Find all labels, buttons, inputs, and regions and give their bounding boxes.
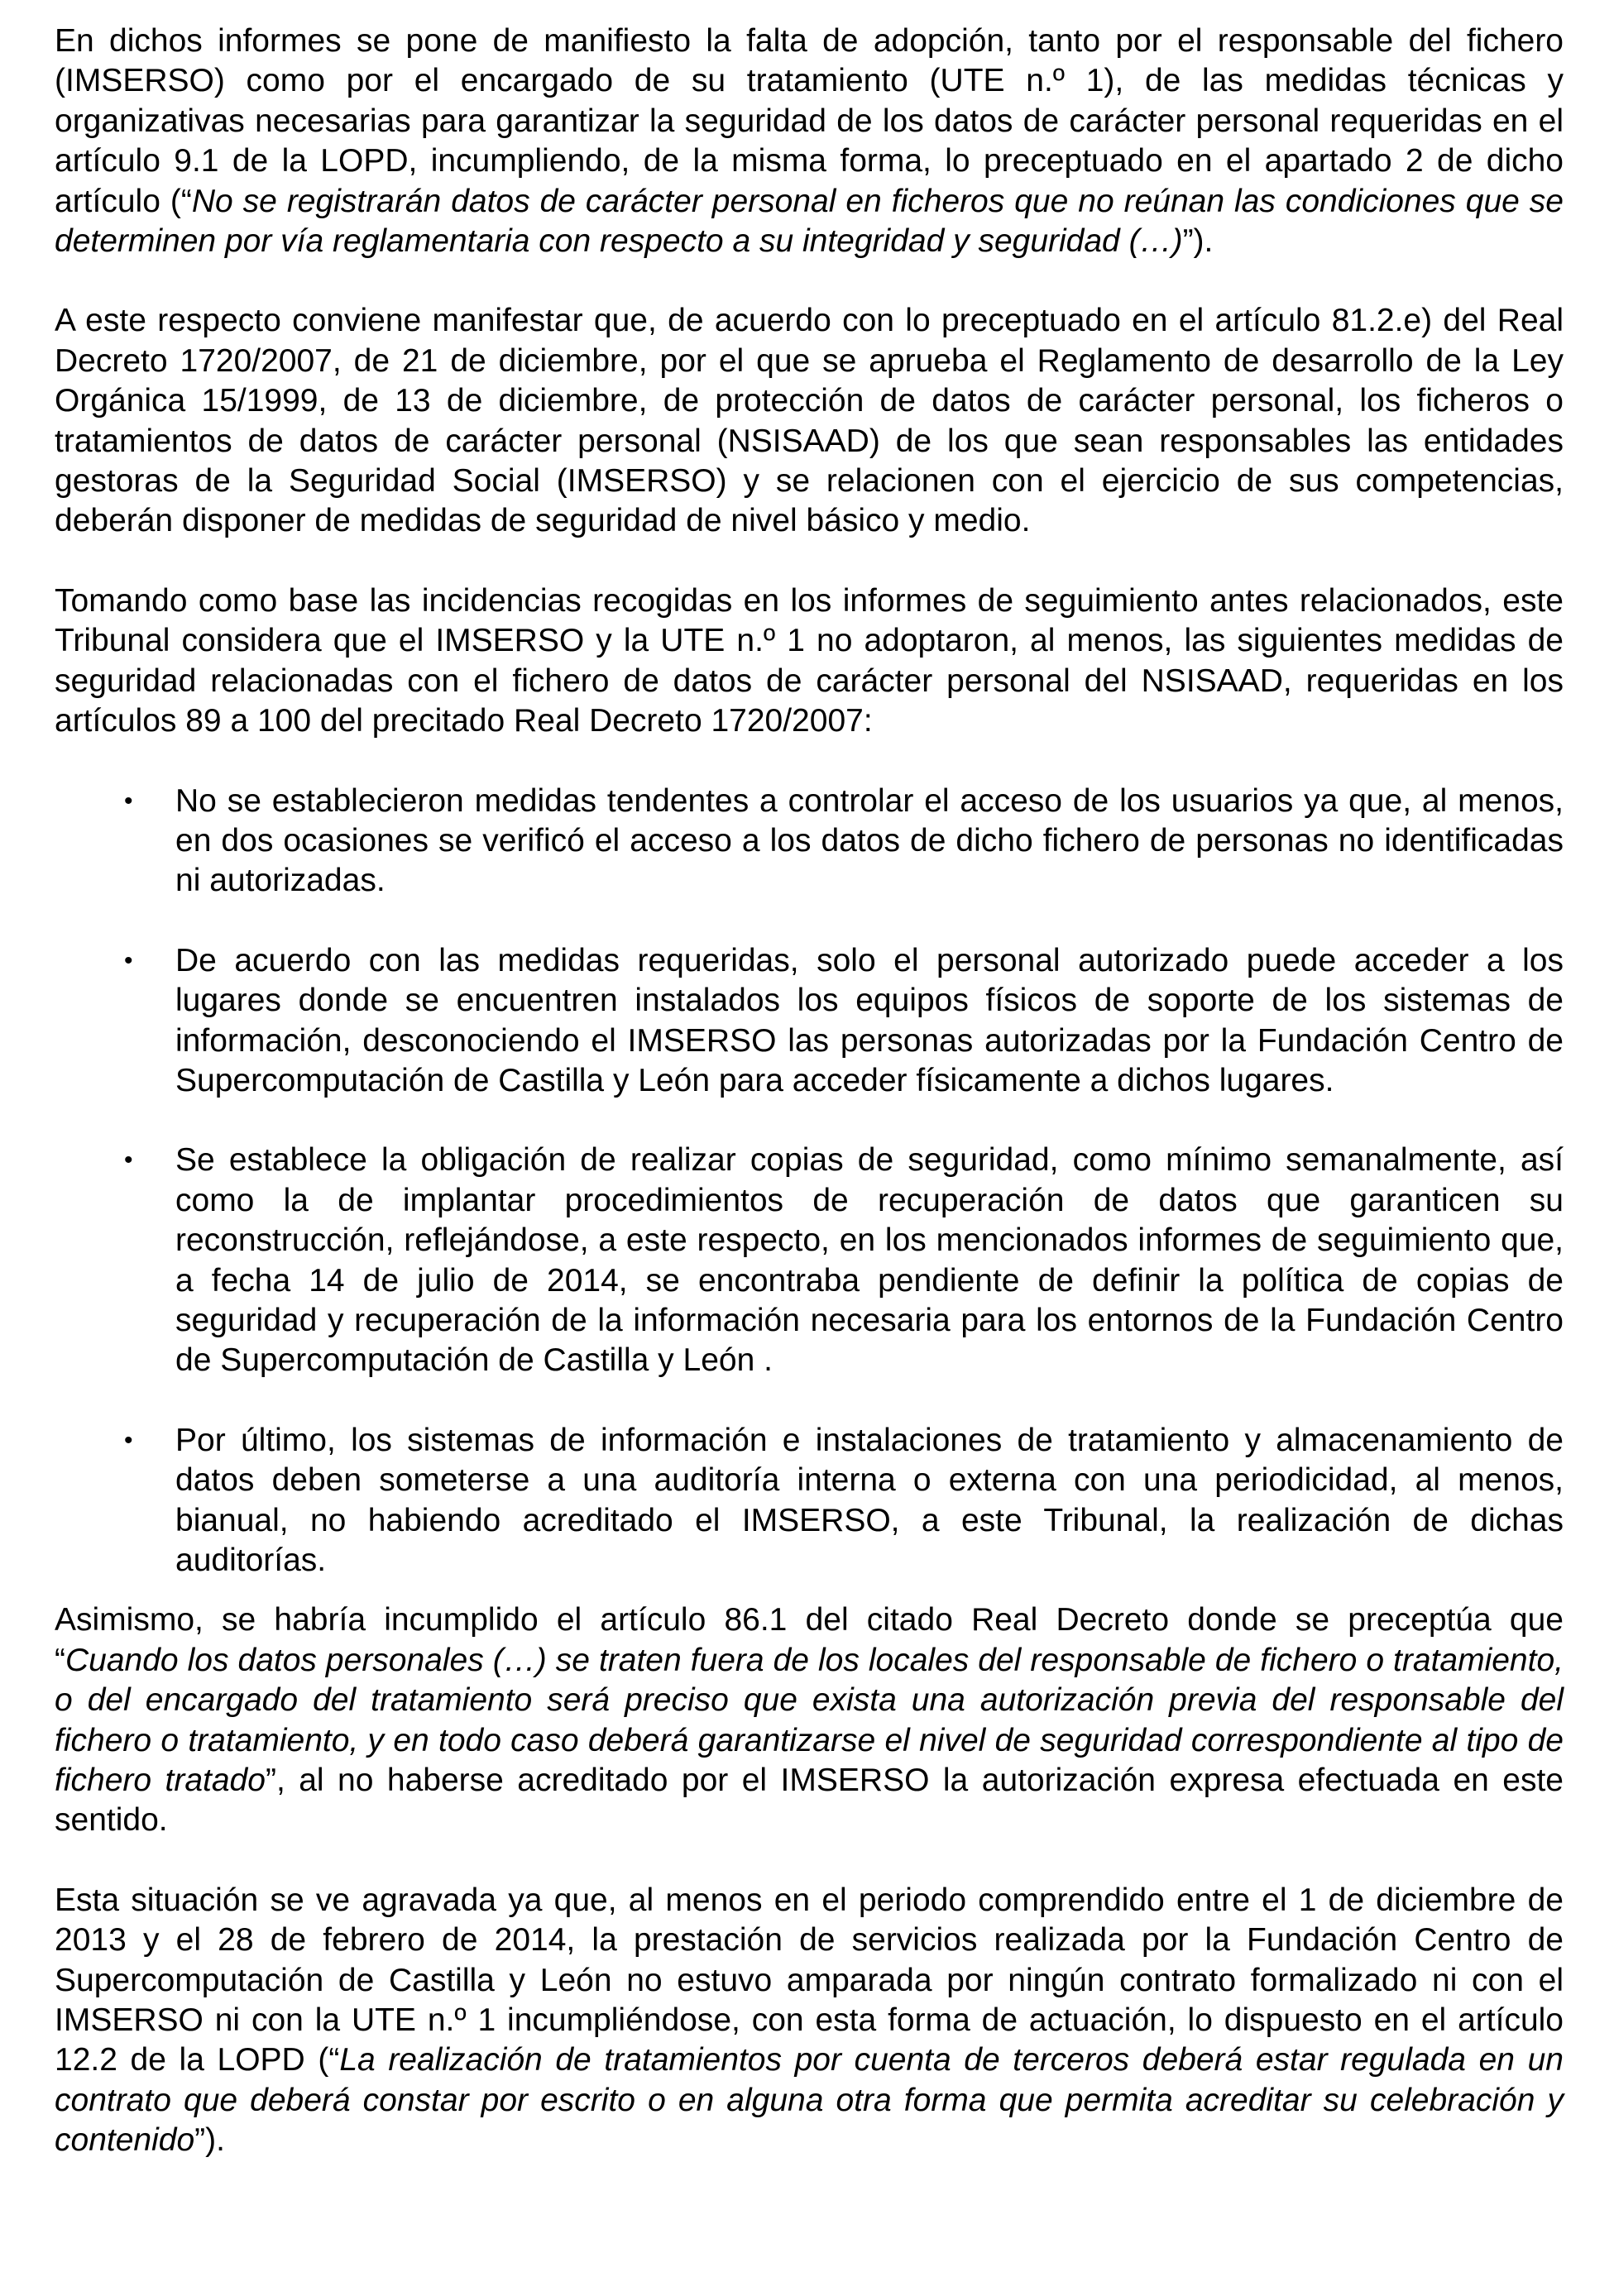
paragraph-situacion-agravada: [55, 1881, 1564, 2161]
list-item: [55, 782, 1564, 902]
paragraph-tribunal: Tomando como base las incidencias recogidas en los informes de seguimiento antes relacionados, este Tribunal considera que el IMSERSO y la UTE n.º 1 no adoptaron, al menos, las siguientes medidas de seguridad relacionadas con el fichero de datos de carácter personal del NSISAAD, requeridas en los artículos 89 a 100 del precitado Real Decreto 1720/2007:: [55, 582, 1564, 739]
list-item: [55, 1141, 1564, 1380]
paragraph-text: Esta situación se ve agravada ya que, al menos en el periodo comprendido entre el 1 de diciembre de 2013 y el 28 de febrero de 2014, la prestación de servicios realizada por la Fundación Centro de Supercomputación de Castilla y León no estuvo amparada por ningún contrato formalizado ni con el IMSERSO ni con la UTE n.º 1 incumpliéndose, con esta forma de actuación, lo dispuesto en el artículo 12.2 de la LOPD (“: [55, 1882, 1564, 2078]
quoted-text: Cuando los datos personales (…) se traten fuera de los locales del responsable de fichero o tratamiento, o del encargado del tratamiento será preciso que exista una autorización previa del responsable del fichero o tratamiento, y en todo caso deberá garantizarse el nivel de seguridad correspondiente al tipo de fichero tratado: [55, 1642, 1564, 1799]
list-item-text: De acuerdo con las medidas requeridas, solo el personal autorizado puede acceder a los lugares donde se encuentren instalados los equipos físicos de soporte de los sistemas de información, desconociendo el IMSERSO las personas autorizadas por la Fundación Centro de Supercomputación de Castilla y León para acceder físicamente a dichos lugares.: [175, 942, 1564, 1098]
quoted-text: No se registrarán datos de carácter personal en ficheros que no reúnan las condiciones que se determinen por vía reglamentaria con respecto a su integridad y seguridad (…): [55, 183, 1564, 260]
quoted-text: La realización de tratamientos por cuenta de terceros deberá estar regulada en un contrato que deberá constar por escrito o en alguna otra forma que permita acreditar su celebración y contenido: [55, 2042, 1564, 2159]
bullet-icon: •: [124, 1426, 133, 1454]
paragraph-informes: [55, 22, 1564, 261]
list-item: [55, 1421, 1564, 1581]
paragraph-articulo-86: [55, 1600, 1564, 1840]
paragraph-text: ”, al no haberse acreditado por el IMSERSO la autorización expresa efectuada en este sentido.: [55, 1763, 1564, 1839]
bullet-icon: •: [124, 787, 133, 815]
document-page: [55, 22, 1564, 2201]
paragraph-text: ”).: [194, 2122, 225, 2159]
bullet-list: [55, 782, 1564, 1581]
list-item-text: No se establecieron medidas tendentes a controlar el acceso de los usuarios ya que, al menos, en dos ocasiones se verificó el acceso a los datos de dicho fichero de personas no identificadas ni autorizadas.: [175, 782, 1564, 899]
paragraph-text: Asimismo, se habría incumplido el artículo 86.1 del citado Real Decreto donde se preceptúa que “: [55, 1602, 1564, 1678]
paragraph-text: En dichos informes se pone de manifiesto la falta de adopción, tanto por el responsable del fichero (IMSERSO) como por el encargado de su tratamiento (UTE n.º 1), de las medidas técnicas y organizativas necesarias para garantizar la seguridad de los datos de carácter personal requeridas en el artículo 9.1 de la LOPD, incumpliendo, de la misma forma, lo preceptuado en el apartado 2 de dicho artículo (“: [55, 23, 1564, 219]
list-item: [55, 941, 1564, 1102]
list-item-text: Se establece la obligación de realizar copias de seguridad, como mínimo semanalmente, así como la de implantar procedimientos de recuperación de datos que garanticen su reconstrucción, reflejándose, a este respecto, en los mencionados informes de seguimiento que, a fecha 14 de julio de 2014, se encontraba pendiente de definir la política de copias de seguridad y recuperación de la información necesaria para los entornos de la Fundación Centro de Supercomputación de Castilla y León .: [175, 1142, 1564, 1379]
list-item-text: Por último, los sistemas de información e instalaciones de tratamiento y almacenamiento de datos deben someterse a una auditoría interna o externa con una periodicidad, al menos, bianual, no habiendo acreditado el IMSERSO, a este Tribunal, la realización de dichas auditorías.: [175, 1422, 1564, 1578]
paragraph-text: ”).: [1182, 223, 1214, 260]
paragraph-real-decreto: A este respecto conviene manifestar que, de acuerdo con lo preceptuado en el artículo 81.2.e) del Real Decreto 1720/2007, de 21 de diciembre, por el que se aprueba el Reglamento de desarrollo de la Ley Orgánica 15/1999, de 13 de diciembre, de protección de datos de carácter personal, los ficheros o tratamientos de datos de carácter personal (NSISAAD) de los que sean responsables las entidades gestoras de la Seguridad Social (IMSERSO) y se relacionen con el ejercicio de sus competencias, deberán disponer de medidas de seguridad de nivel básico y medio.: [55, 303, 1564, 539]
bullet-icon: •: [124, 1146, 133, 1174]
bullet-icon: •: [124, 946, 133, 974]
